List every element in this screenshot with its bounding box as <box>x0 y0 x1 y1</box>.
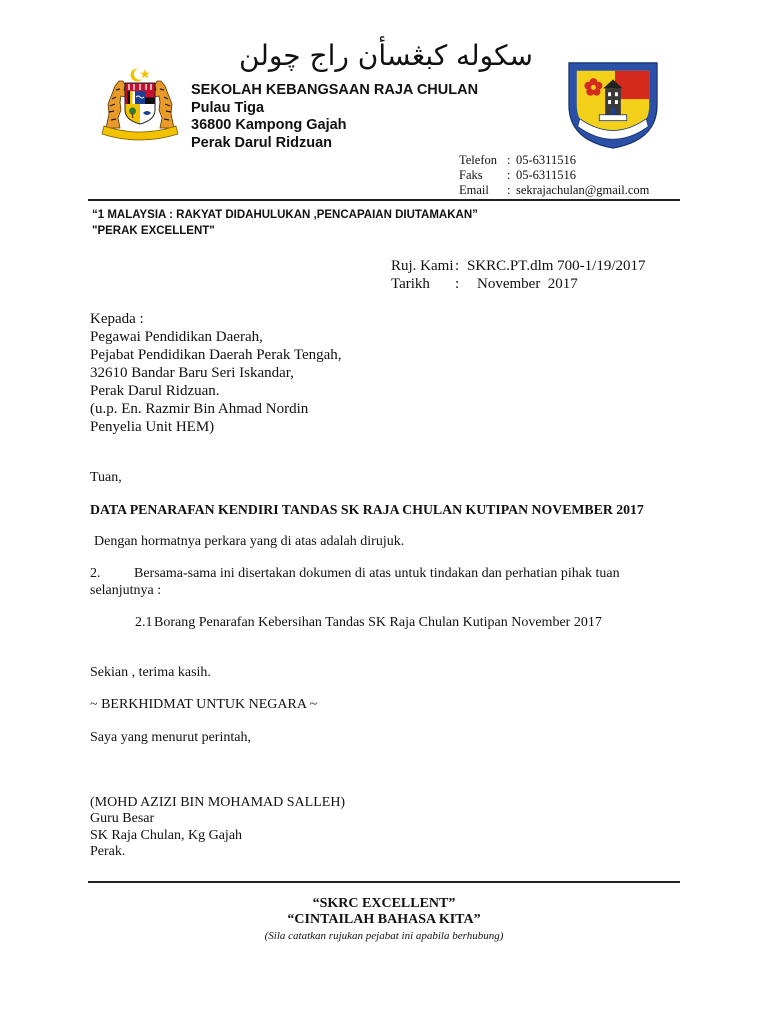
national-motto: “1 MALAYSIA : RAKYAT DIDAHULUKAN ,PENCAPAIAN DIUTAMAKAN” <box>92 209 478 221</box>
contact-row-email <box>459 183 649 198</box>
list-item <box>135 614 602 632</box>
jawi-school-title: سکوله کبڠسأن راج چولن <box>239 39 533 72</box>
date-label: Tarikh <box>391 276 430 292</box>
paragraph-1: Dengan hormatnya perkara yang di atas adalah dirujuk. <box>94 534 405 549</box>
list-item-text: Borang Penarafan Kebersihan Tandas SK Raja Chulan Kutipan November 2017 <box>154 615 602 630</box>
contact-label: Telefon <box>459 152 497 167</box>
date-value: November 2017 <box>477 276 578 292</box>
motto-block <box>92 207 478 239</box>
reference-label: Ruj. Kami <box>391 258 454 274</box>
signatory-school: SK Raja Chulan, Kg Gajah <box>90 827 243 843</box>
school-crest-icon <box>564 58 662 152</box>
malaysia-coat-of-arms-icon <box>94 66 186 142</box>
paragraph-number: 2. <box>90 566 101 581</box>
school-name: SEKOLAH KEBANGSAAN RAJA CHULAN <box>191 82 479 98</box>
footer-motto: “SKRC EXCELLENT” <box>312 896 456 911</box>
date-separator: : <box>455 276 460 292</box>
contact-value: 05-6311516 <box>516 152 576 167</box>
recipient-line: Pejabat Pendidikan Daerah Perak Tengah, <box>90 347 342 363</box>
contact-separator: : <box>507 152 511 167</box>
address-line: Perak Darul Ridzuan <box>191 135 333 152</box>
contact-row-fax <box>459 168 649 183</box>
slogan: ~ BERKHIDMAT UNTUK NEGARA ~ <box>90 697 318 712</box>
sign-off: Saya yang menurut perintah, <box>90 730 251 745</box>
reference-block <box>391 257 646 293</box>
paragraph-2 <box>90 566 620 599</box>
reference-number: SKRC.PT.dlm 700-1/19/2017 <box>467 258 646 274</box>
signatory-name: (MOHD AZIZI BIN MOHAMAD SALLEH) <box>90 795 346 810</box>
recipient-line: (u.p. En. Razmir Bin Ahmad Nordin <box>90 401 309 417</box>
recipient-line: Penyelia Unit HEM) <box>90 419 215 435</box>
address-line: 36800 Kampong Gajah <box>191 117 347 134</box>
letter-subject: DATA PENARAFAN KENDIRI TANDAS SK RAJA CHULAN KUTIPAN NOVEMBER 2017 <box>90 502 644 517</box>
signatory-state: Perak. <box>90 844 126 860</box>
closing: Sekian , terima kasih. <box>90 665 211 680</box>
contact-block <box>459 153 649 198</box>
paragraph-2-continuation: selanjutnya : <box>90 582 162 598</box>
contact-separator: : <box>507 182 511 197</box>
paragraph-2-text: Bersama-sama ini disertakan dokumen di atas untuk tindakan dan perhatian pihak tuan <box>134 566 620 581</box>
letterhead-divider <box>88 199 680 201</box>
school-address-block <box>191 82 478 153</box>
footer-note: (Sila catatkan rujukan pejabat ini apabila berhubung) <box>264 930 504 942</box>
recipient-heading: Kepada : <box>90 311 144 327</box>
state-motto: "PERAK EXCELLENT" <box>92 225 215 237</box>
contact-separator: : <box>507 167 511 182</box>
contact-value: 05-6311516 <box>516 167 576 182</box>
contact-row-phone <box>459 153 649 168</box>
paragraph-2-line <box>90 566 620 583</box>
reference-separator: : <box>455 258 460 274</box>
contact-label: Faks <box>459 167 483 182</box>
address-line: Pulau Tiga <box>191 99 265 116</box>
date-row <box>391 275 646 293</box>
contact-value: sekrajachulan@gmail.com <box>516 182 650 197</box>
recipient-line: 32610 Bandar Baru Seri Iskandar, <box>90 365 294 381</box>
recipient-line: Pegawai Pendidikan Daerah, <box>90 329 263 345</box>
footer-divider <box>88 881 680 883</box>
footer-block <box>0 896 768 944</box>
salutation: Tuan, <box>90 470 122 485</box>
footer-motto: “CINTAILAH BAHASA KITA” <box>287 912 481 927</box>
signatory-position: Guru Besar <box>90 811 155 827</box>
contact-label: Email <box>459 182 489 197</box>
recipient-block <box>90 310 342 436</box>
reference-row <box>391 257 646 275</box>
list-item-number: 2.1 <box>135 615 153 630</box>
signatory-block <box>90 795 345 861</box>
recipient-line: Perak Darul Ridzuan. <box>90 383 220 399</box>
